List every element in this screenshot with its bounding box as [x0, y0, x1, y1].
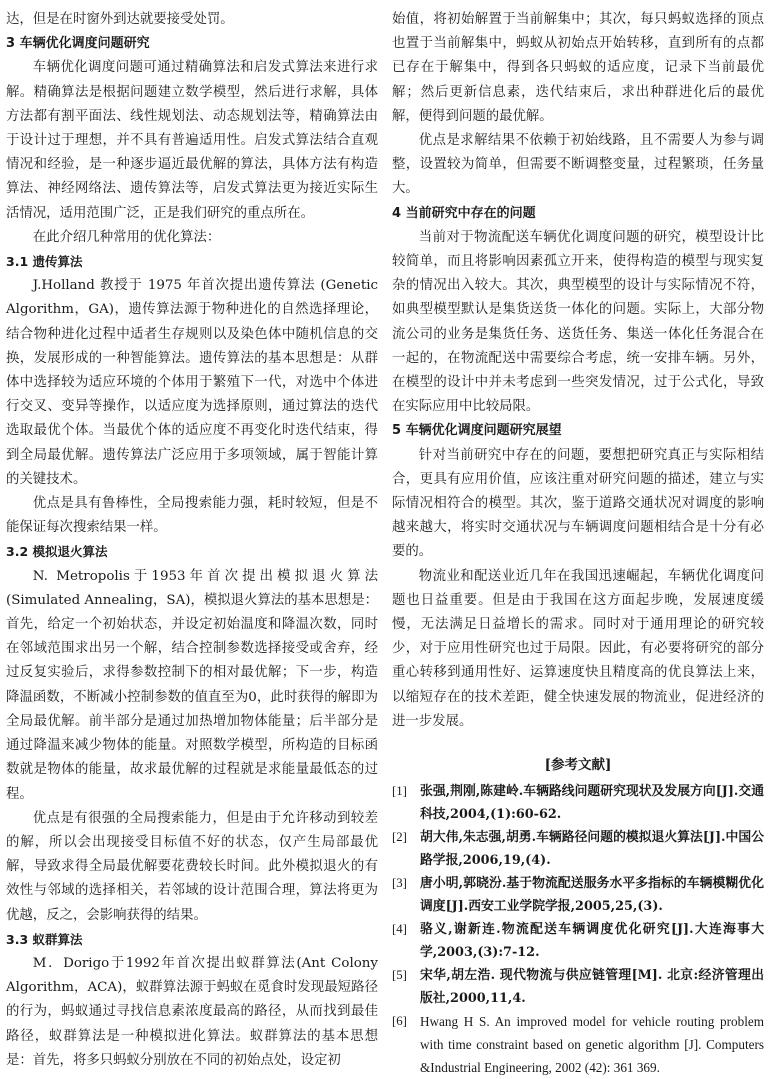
section-3-1-heading: 3.1 遗传算法 — [6, 254, 83, 270]
reference-number: [1] — [392, 784, 407, 799]
section-3-2-heading: 3.2 模拟退火算法 — [6, 544, 108, 560]
references-heading: [参考文献] — [544, 757, 612, 774]
section-3-3-heading: 3.3 蚁群算法 — [6, 931, 83, 947]
section-5-heading: 5 车辆优化调度问题研究展望 — [392, 423, 562, 439]
section-5-paragraph-2: 物流业和配送业近几年在我国迅速崛起，车辆优化调度问题也日益重要。但是由于我国在这方面起步晚，发展速度缓慢，无法满足日益增长的需求。同时对于通用理论的研究较少，对于应用性研究也过于局限。因此，有必要将研究的部分重心转移到通用性好、运算速度快且精度高的优良算法上来，以缩短存在的技术差距，健全快速发展的物流业，促进经济的进一步发展。 — [392, 568, 764, 729]
section-3-1-paragraph-2: 优点是具有鲁棒性，全局搜索能力强，耗时较短，但是不能保证每次搜索结果一样。 — [6, 496, 378, 536]
right-column — [392, 8, 764, 1079]
paragraph-continued: 始值，将初始解置于当前解集中；其次，每只蚂蚁选择的顶点也置于当前解集中，蚂蚁从初始点开始转移，直到所有的点都已存在于解集中，得到各只蚂蚁的适应度，记录下当前最优解；然后更新信息素，迭代结束后，求出种群进化后的最优解，便得到问题的最优解。 — [392, 12, 764, 124]
section-5-paragraph-1: 针对当前研究中存在的问题，要想把研究真正与实际相结合，更具有应用价值，应该注重对研究问题的描述，建立与实际情况相符合的模型。其次，鉴于道路交通状况对调度的影响越来越大，将实时交通状况与车辆调度问题相结合是十分有必要的。 — [392, 447, 764, 560]
reference-text: 唐小明,郭晓汾.基于物流配送服务水平多指标的车辆模糊优化调度[J].西安工业学院学报,2005,25,(3). — [420, 876, 764, 915]
reference-text: 胡大伟,朱志强,胡勇.车辆路径问题的模拟退火算法[J].中国公路学报,2006,19,(4). — [420, 830, 764, 869]
paragraph-continued: 达，但是在时窗外到达就要接受处罚。 — [6, 12, 234, 27]
reference-item — [392, 1010, 764, 1079]
reference-item — [392, 964, 764, 1010]
section-3-1-paragraph-1: J.Holland 教授于 1975 年首次提出遗传算法 (Genetic Algorithm，GA)，遗传算法源于物种进化的自然选择理论，结合物种进化过程中适者生存规则以及染色体中随机信息的交换，发展形成的一种智能算法。遗传算法的基本思想是：从群体中选择较为适应环境的个体用于繁殖下一代，对选中个体进行交叉、变异等操作，以适应度为选择原则，通过算法的迭代选取最优个体。当最优个体的适应度不再变化时迭代结束，得到全局最优解。遗传算法广泛应用于多项领域，属于智能计算的关键技术。 — [6, 278, 378, 487]
reference-number: [3] — [392, 876, 407, 891]
section-3-heading: 3 车辆优化调度问题研究 — [6, 36, 150, 52]
reference-item — [392, 826, 764, 872]
section-4-heading: 4 当前研究中存在的问题 — [392, 205, 536, 221]
reference-number: [2] — [392, 830, 407, 845]
reference-text: 张强,荆刚,陈建岭.车辆路线问题研究现状及发展方向[J].交通科技,2004,(1):60-62. — [420, 784, 764, 823]
reference-text: 骆义,谢新连.物流配送车辆调度优化研究[J].大连海事大学,2003,(3):7-12. — [420, 922, 764, 961]
aca-advantages-paragraph: 优点是求解结果不依赖于初始线路，且不需要人为参与调整，设置较为简单，但需要不断调整变量，过程繁琐，任务量大。 — [392, 133, 764, 197]
section-3-paragraph-2: 在此介绍几种常用的优化算法： — [32, 229, 221, 245]
section-3-2-paragraph-2: 优点是有很强的全局搜索能力，但是由于允许移动到较差的解，所以会出现接受目标值不好的状态，仅产生局部最优解，导致求得全局最优解要花费较长时间。此外模拟退火的有效性与邻域的选择相关，若邻域的设计范围合理，算法将更为优越，反之，会影响获得的结果。 — [6, 810, 378, 923]
section-4-paragraph-1: 当前对于物流配送车辆优化调度问题的研究，模型设计比较简单，而且将影响因素孤立开来，使得构造的模型与现实复杂的情况出入较大。其次，典型模型的设计与实际情况不符，如典型模型默认是集货送货一体化的问题。实际上，大部分物流公司的业务是集货任务、送货任务、集送一体化任务混合在一起的，在物流配送中需要综合考虑，统一安排车辆。另外，在模型的设计中并未考虑到一些突发情况，过于公式化，导致在实际应用中比较局限。 — [392, 229, 764, 415]
reference-text: Hwang H S. An improved model for vehicle routing problem with time constraint based on genetic algorithm [J]. Computers &Industrial Engineering, 2002 (42): 361 369. — [420, 1014, 764, 1076]
reference-item — [392, 872, 764, 918]
section-3-2-paragraph-1: N. Metropolis于1953年首次提出模拟退火算法(Simulated Annealing，SA)，模拟退火算法的基本思想是：首先，给定一个初始状态，并设定初始温度和降温次数，同时在邻域范围求出另一个解，结合控制参数选择接受或舍弃，经过反复实验后，求得参数控制下的相对最优解；下一步，构造降温函数，不断减小控制参数的值直至为0，此时获得的解即为全局最优解。前半部分是通过加热增加物体能量；后半部分是通过降温来减少物体的能量。对照数学模型，所构造的目标函数就是物体的能量，故求最优解的过程就是求能量最低态的过程。 — [6, 568, 378, 802]
reference-number: [6] — [392, 1014, 407, 1029]
reference-number: [5] — [392, 968, 407, 983]
section-3-3-paragraph-1: M．Dorigo于1992年首次提出蚁群算法(Ant Colony Algorithm，ACA)，蚁群算法源于蚂蚁在觅食时发现最短路径的行为，蚂蚁通过寻找信息素浓度最高的路径，从而找到最佳路径，蚁群算法是一种模拟进化算法。蚁群算法的基本思想是：首先，将多只蚂蚁分别放在不同的初始点处，设定初 — [6, 955, 378, 1068]
two-column-body — [6, 8, 765, 1079]
reference-item — [392, 780, 764, 826]
reference-item — [392, 918, 764, 964]
section-3-paragraph-1: 车辆优化调度问题可通过精确算法和启发式算法来进行求解。精确算法是根据问题建立数学模型，然后进行求解，具体方法都有割平面法、线性规划法、动态规划法等，精确算法由于设计过于理想，并不具有普遍适用性。启发式算法结合直观情况和经验，是一种逐步逼近最优解的算法，具体方法有构造算法、神经网络法、遗传算法等，启发式算法更为接近实际生活情况，适用范围广泛，正是我们研究的重点所在。 — [6, 60, 378, 221]
left-column — [6, 8, 378, 1079]
reference-number: [4] — [392, 922, 407, 937]
reference-list — [392, 780, 764, 1079]
reference-text: 宋华,胡左浩. 现代物流与供应链管理[M]. 北京:经济管理出版社,2000,11,4. — [420, 968, 764, 1007]
